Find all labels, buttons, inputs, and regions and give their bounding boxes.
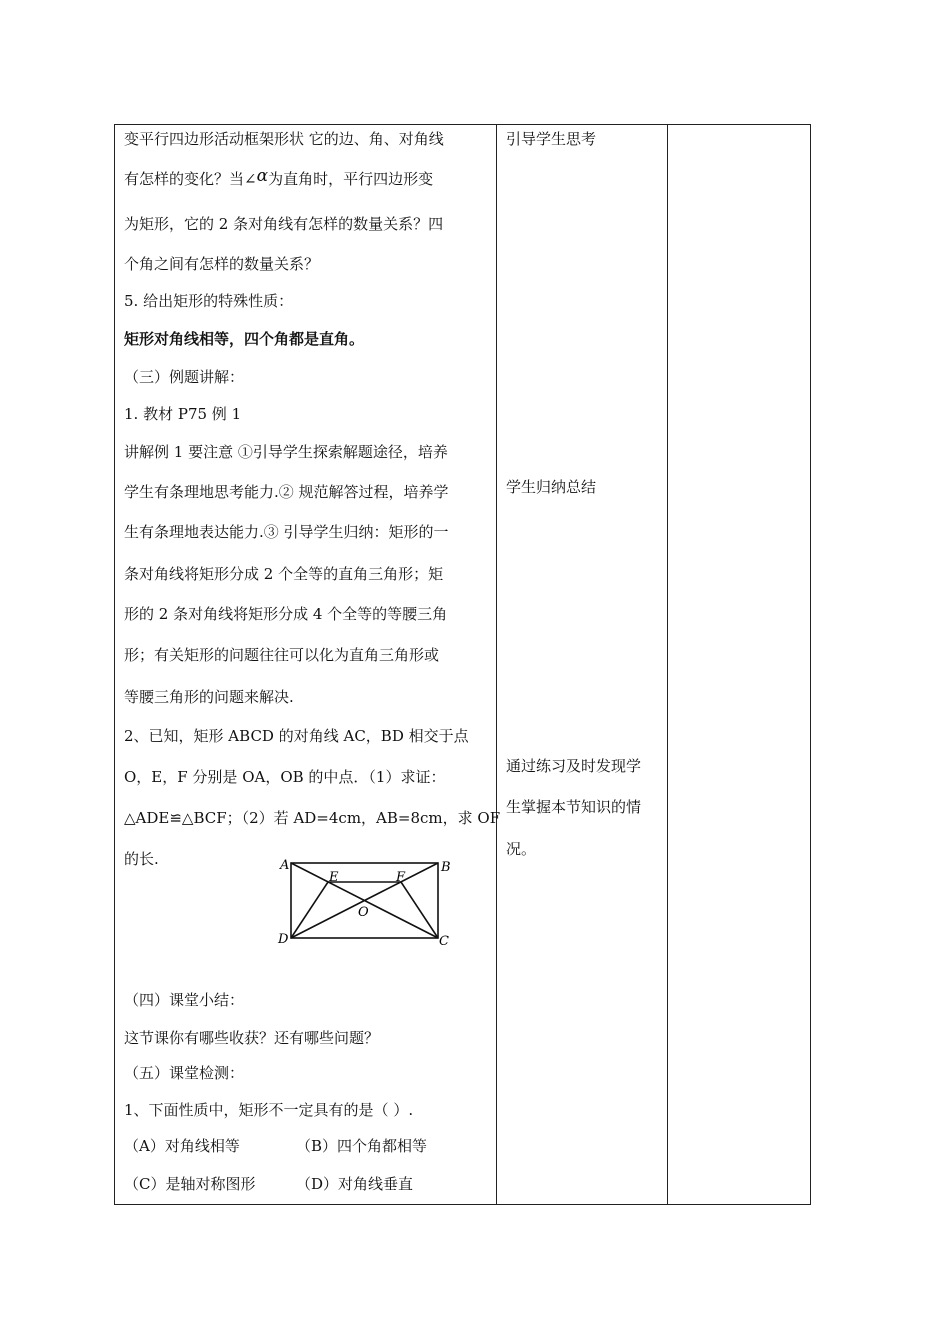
text-line: 学生有条理地思考能力.② 规范解答过程，培养学 bbox=[124, 483, 449, 501]
text-line: O，E，F 分别是 OA，OB 的中点．（1）求证： bbox=[124, 768, 446, 786]
teaching-note-3-line: 生掌握本节知识的情 bbox=[506, 798, 642, 816]
text-line: 讲解例 1 要注意 ①引导学生探索解题途径，培养 bbox=[124, 443, 448, 461]
column-divider-1 bbox=[496, 125, 497, 1204]
text-line: 的长. bbox=[124, 850, 159, 868]
text-line: 为矩形，它的 2 条对角线有怎样的数量关系？四 bbox=[124, 215, 444, 233]
label-a: A bbox=[280, 858, 290, 873]
property-bold: 矩形对角线相等，四个角都是直角。 bbox=[124, 330, 365, 348]
option-d: （D）对角线垂直 bbox=[296, 1175, 414, 1193]
item-5: 5. 给出矩形的特殊性质： bbox=[124, 292, 294, 310]
text-line: 形；有关矩形的问题往往可以化为直角三角形或 bbox=[124, 646, 440, 664]
text-line: 形的 2 条对角线将矩形分成 4 个全等的等腰三角 bbox=[124, 605, 448, 623]
label-e: E bbox=[329, 870, 339, 885]
segment-cf bbox=[401, 882, 438, 938]
summary-question: 这节课你有哪些收获？还有哪些问题？ bbox=[124, 1029, 380, 1047]
section-4-heading: （四）课堂小结： bbox=[124, 991, 245, 1009]
section-5-heading: （五）课堂检测： bbox=[124, 1064, 245, 1082]
option-a: （A）对角线相等 bbox=[124, 1137, 240, 1155]
text-line: 等腰三角形的问题来解决. bbox=[124, 688, 294, 706]
text-line: △ADE≌△BCF；（2）若 AD=4cm，AB=8cm，求 OF bbox=[124, 809, 501, 827]
label-o: O bbox=[358, 905, 369, 920]
question-1: 1、下面性质中，矩形不一定具有的是（ ）. bbox=[124, 1101, 414, 1119]
label-b: B bbox=[441, 860, 451, 875]
text-line: 生有条理地表达能力.③ 引导学生归纳：矩形的一 bbox=[124, 523, 449, 541]
teaching-note-2: 学生归纳总结 bbox=[506, 478, 597, 496]
option-c: （C）是轴对称图形 bbox=[124, 1175, 256, 1193]
example-1-title: 1. 教材 P75 例 1 bbox=[124, 405, 242, 423]
label-c: C bbox=[439, 934, 449, 949]
label-d: D bbox=[278, 932, 289, 947]
label-f: F bbox=[396, 870, 406, 885]
text-line: 2、已知，矩形 ABCD 的对角线 AC，BD 相交于点 bbox=[124, 727, 469, 745]
text-line: 个角之间有怎样的数量关系？ bbox=[124, 255, 320, 273]
section-3-heading: （三）例题讲解： bbox=[124, 368, 245, 386]
text-line: 条对角线将矩形分成 2 个全等的直角三角形；矩 bbox=[124, 565, 444, 583]
segment-de bbox=[291, 882, 328, 938]
teaching-note-3-line: 况。 bbox=[506, 840, 537, 858]
alpha-symbol: α bbox=[256, 166, 269, 186]
column-divider-2 bbox=[667, 125, 668, 1204]
text-line: 有怎样的变化？当∠α为直角时，平行四边形变 bbox=[124, 166, 434, 188]
teaching-note-3-line: 通过练习及时发现学 bbox=[506, 757, 642, 775]
text-line: 变平行四边形活动框架形状 它的边、角、对角线 bbox=[124, 130, 444, 148]
option-b: （B）四个角都相等 bbox=[296, 1137, 428, 1155]
rectangle-figure bbox=[276, 855, 456, 950]
teaching-note-1: 引导学生思考 bbox=[506, 130, 597, 148]
